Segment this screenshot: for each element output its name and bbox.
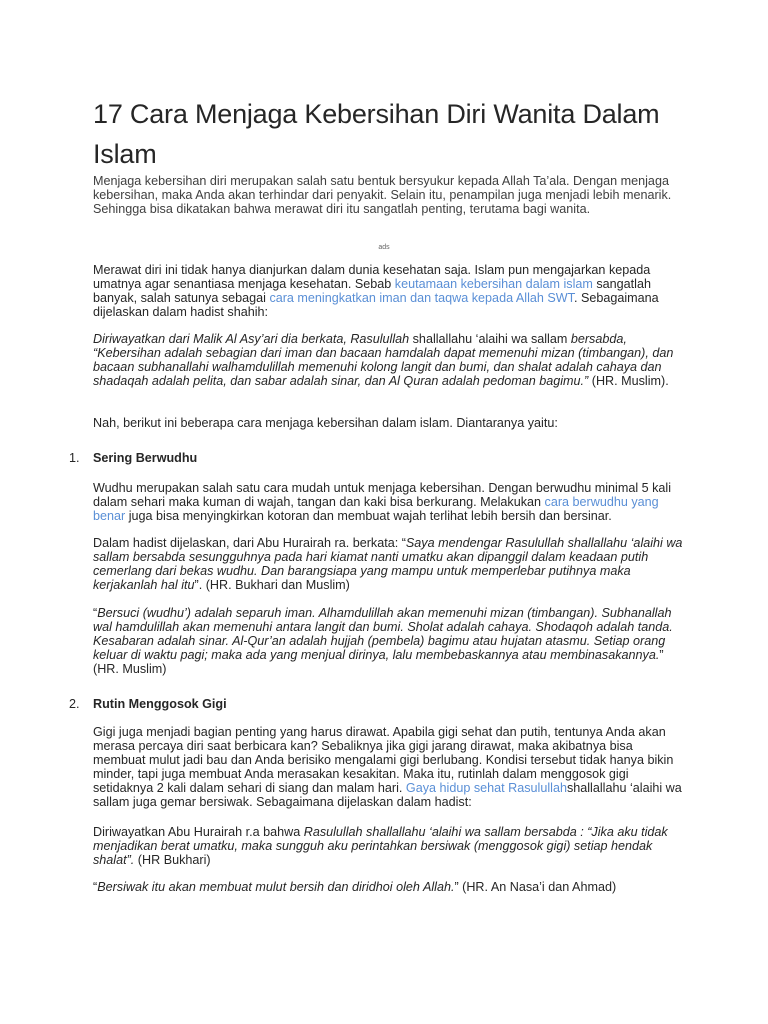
italic-run: Bersuci (wudhu’) adalah separuh iman. Alhamdulillah akan memenuhi mizan (timbangan). Subhanallah wal hamdulillah akan memenuhi antara langit dan bumi. Sholat adalah cahaya. Shodaqoh adalah tanda. Kesabaran adalah sinar. Al-Qur’an adalah hujjah (pembela) bagimu atau hujatan atasmu. Setiap orang keluar di waktu pagi; maka ada yang menjual dirinya, lalu membebaskannya atau membinasakannya. [93,606,673,662]
link-gaya-hidup-sehat[interactable]: Gaya hidup sehat Rasulullah [405,781,567,795]
text-run: “ [93,880,98,894]
text-run: ” (HR. Muslim) [93,648,664,676]
list-number-2: 2. [69,697,80,711]
text-run: shallallahu ‘alaihi wa sallam juga gemar bersiwak. Sebagaimana dijelaskan dalam hadist: [93,781,682,809]
link-cara-meningkatkan-iman[interactable]: cara meningkatkan iman dan taqwa kepada Allah SWT [269,291,574,305]
text-run: (HR. Muslim). [588,374,669,388]
hadith-quote-bersuci [93,606,683,676]
link-cara-berwudhu[interactable]: cara berwudhu yang benar [93,495,659,523]
italic-run: Diriwayatkan dari Malik Al Asy’ari dia berkata, Rasulullah [93,332,410,346]
hadith-quote-siwak [93,825,683,867]
hadith-quote-abu-hurairah [93,536,683,592]
text-run: ”. (HR. Bukhari dan Muslim) [194,578,350,592]
text-run: Merawat diri ini tidak hanya dianjurkan dalam dunia kesehatan saja. Islam pun mengajarkan kepada umatnya agar senantiasa menjaga kesehatan. Sebab [93,263,651,291]
intro-paragraph: Menjaga kebersihan diri merupakan salah satu bentuk bersyukur kepada Allah Ta’ala. Dengan menjaga kebersihan, maka Anda akan terhindar dari penyakit. Selain itu, penampilan juga menjadi lebih menarik. Sehingga bisa dikatakan bahwa merawat diri itu sangatlah penting, terutama bagi wanita. [93,174,672,216]
text-run: shallallahu ‘alaihi wa sallam [409,332,571,346]
text-run: Diriwayatkan Abu Hurairah r.a bahwa [93,825,304,839]
text-run: “ [93,606,98,620]
ads-label: ads [378,244,390,251]
hadith-quote-malik [93,332,683,388]
text-run: Gigi juga menjadi bagian penting yang harus dirawat. Apabila gigi sehat dan putih, tentunya Anda akan merasa percaya diri saat berbicara kan? Sebaliknya jika gigi jarang dirawat, maka akibatnya bisa membuat mulut jadi bau dan Anda berisiko mengalami gigi berlubang. Kondisi tersebut tidak hanya bikin minder, tapi juga membuat Anda merasakan kesakitan. Maka itu, rutinlah dalam menggosok gigi setidaknya 2 kali dalam sehari di siang dan malam hari. [93,725,674,795]
italic-run: Saya mendengar Rasulullah shallallahu ‘alaihi wa sallam bersabda sesungguhnya pada hari kiamat nanti umatku akan dipanggil dalam keadaan putih cemerlang dari bekas wudhu. Dan barangsiapa yang mampu untuk memperlebar putihnya maka kerjakanlah hal itu [93,536,683,592]
italic-run: Rasulullah shallallahu ‘alaihi wa sallam bersabda : “Jika aku tidak menjadikan berat umatku, maka sungguh aku perintahkan bersiwak (menggosok gigi) setiap hendak shalat”. [93,825,668,867]
link-keutamaan-kebersihan[interactable]: keutamaan kebersihan dalam islam [394,277,593,291]
italic-run: bersabda, “Kebersihan adalah sebagian dari iman dan bacaan hamdalah dapat memenuhi mizan (timbangan), dan bacaan subhanallahi walhamdulillah memenuhi kolong langit dan bumi, dan shalat adalah cahaya dan shadaqah adalah pelita, dan sabar adalah sinar, dan Al Quran adalah pedoman bagimu.” [93,332,674,388]
list-intro-paragraph: Nah, berikut ini beberapa cara menjaga kebersihan dalam islam. Diantaranya yaitu: [93,416,558,430]
text-run: ” (HR. An Nasa’i dan Ahmad) [454,880,617,894]
text-run: Dalam hadist dijelaskan, dari Abu Hurairah ra. berkata: “ [93,536,406,550]
paragraph-gigi [93,725,683,809]
text-run: sangatlah banyak, salah satunya sebagai [93,277,651,305]
section-heading-rutin-menggosok-gigi: Rutin Menggosok Gigi [93,697,227,711]
list-number-1: 1. [69,451,80,465]
text-run: (HR Bukhari) [134,853,211,867]
paragraph-islam-cleanliness [93,263,683,319]
italic-run: Bersiwak itu akan membuat mulut bersih dan diridhoi oleh Allah. [97,880,455,894]
text-run: Wudhu merupakan salah satu cara mudah untuk menjaga kebersihan. Dengan berwudhu minimal 5 kali dalam sehari maka kuman di wajah, tangan dan kaki bisa berkurang. Melakukan [93,481,672,509]
text-run: juga bisa menyingkirkan kotoran dan membuat wajah terlihat lebih bersih dan bersinar. [125,509,612,523]
section-heading-sering-berwudhu: Sering Berwudhu [93,451,198,465]
paragraph-wudhu [93,481,683,523]
hadith-quote-bersiwak [93,880,683,894]
text-run: . Sebagaimana dijelaskan dalam hadist shahih: [93,291,659,319]
page-title: 17 Cara Menjaga Kebersihan Diri Wanita Dalam Islam [93,99,660,169]
